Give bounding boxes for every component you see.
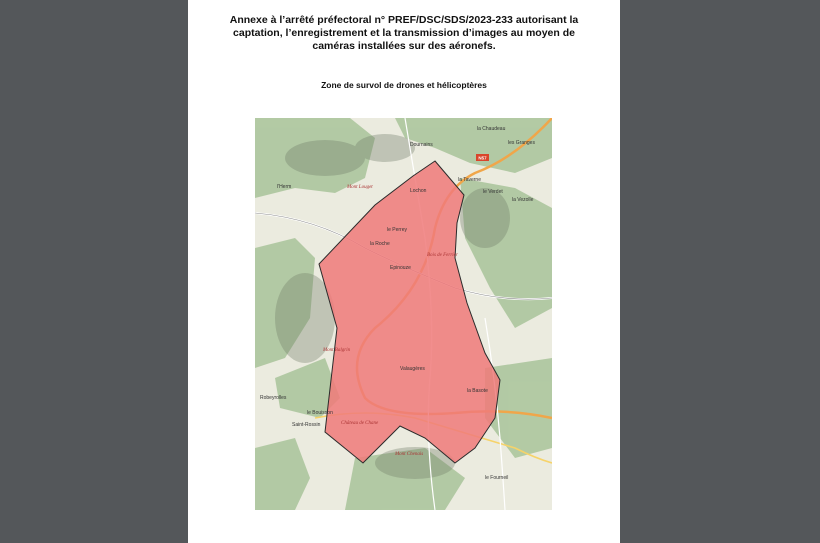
- label-le-fourneil: le Fourneil: [485, 475, 509, 481]
- title-line-2: captation, l’enregistrement et la transmission d’images au moyen de: [233, 27, 575, 39]
- map-canvas: [255, 118, 552, 510]
- label-saint-rossin: Saint-Rossin: [292, 422, 321, 428]
- label-mont-balgrin: Mont Balgrin: [323, 348, 351, 353]
- label-le-bouisson: le Bouisson: [307, 410, 333, 416]
- label-bois-de-ferrier: Bois de Ferrier: [427, 253, 458, 258]
- road-badge-label: N57: [478, 155, 487, 161]
- document-title: [208, 14, 600, 53]
- overflight-zone-map: [255, 118, 552, 510]
- label-l-herm: l'Herm: [277, 184, 292, 190]
- label-epinouze: Epinouze: [390, 265, 411, 271]
- title-line-1: Annexe à l’arrêté préfectoral n° PREF/DSC/SDS/2023-233 autorisant la: [229, 14, 579, 26]
- label-mont-louget: Mont Louget: [347, 185, 373, 190]
- label-la-basote: la Basote: [467, 388, 488, 394]
- label-dournains: Dournains: [410, 142, 433, 148]
- label-la-vezolle: la Vezolle: [512, 197, 534, 203]
- label-robeyrolles: Robeyrolles: [260, 395, 287, 401]
- title-line-3: caméras installées sur des aéronefs.: [312, 40, 496, 52]
- label-la-chaudeau: la Chaudeau: [477, 126, 506, 132]
- label-lochon: Lochon: [410, 188, 427, 194]
- label-valaugeres: Valaugères: [400, 366, 425, 372]
- label-les-granges: les Granges: [508, 140, 535, 146]
- label-le-verdet: le Verdet: [483, 189, 503, 195]
- document-page: [188, 0, 620, 543]
- label-le-perrey: le Perrey: [387, 227, 408, 233]
- label-la-roche: la Roche: [370, 241, 390, 247]
- map-subtitle: Zone de survol de drones et hélicoptères: [321, 80, 487, 90]
- label-chateau-de-chane: Château de Chane: [341, 421, 379, 426]
- label-mont-chenais: Mont Chenais: [395, 452, 424, 457]
- label-la-taverne: la Taverne: [458, 177, 481, 183]
